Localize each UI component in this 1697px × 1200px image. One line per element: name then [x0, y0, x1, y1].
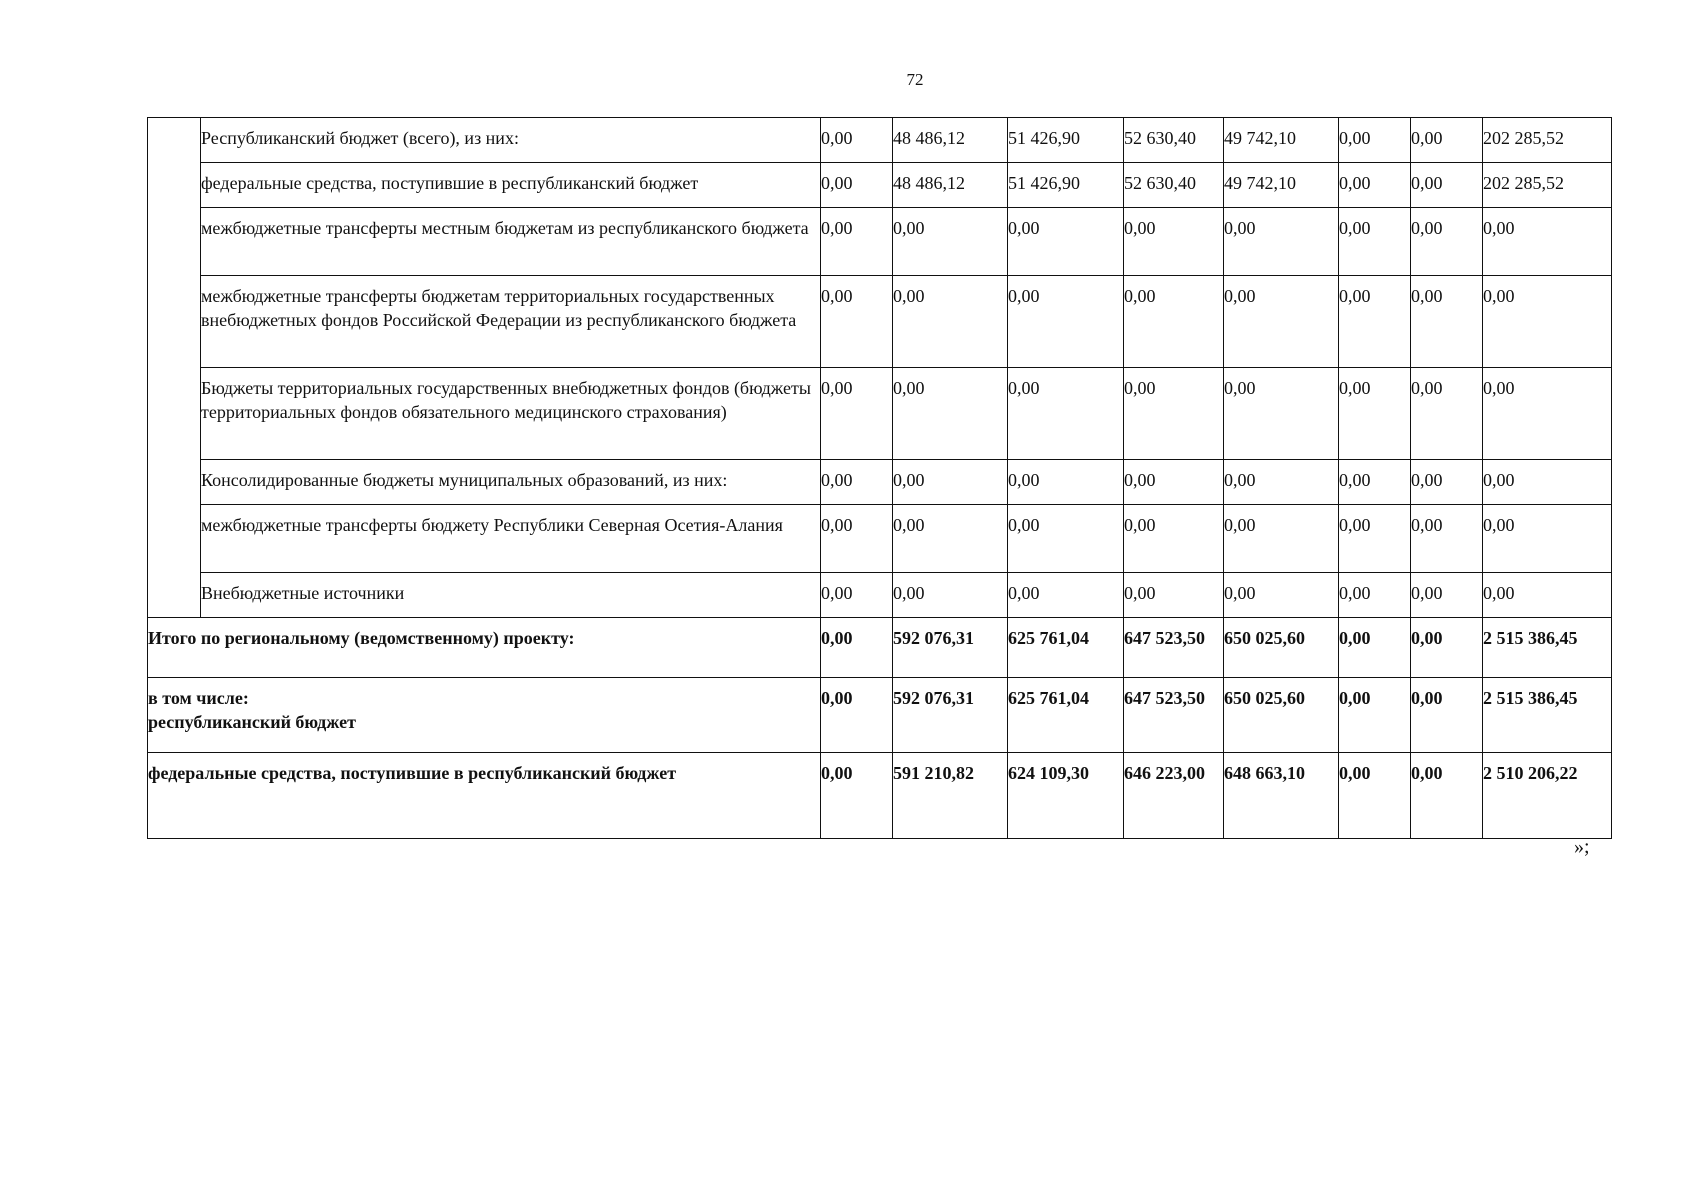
value-cell: 0,00: [1008, 505, 1124, 573]
total-row: [148, 678, 1612, 753]
row-label: межбюджетные трансферты местным бюджетам из республиканского бюджета: [201, 208, 821, 276]
value-cell: 0,00: [1124, 276, 1224, 368]
value-cell: 0,00: [1224, 368, 1339, 460]
total-value-cell: 0,00: [821, 753, 893, 839]
value-cell: 0,00: [1008, 208, 1124, 276]
value-cell: 0,00: [1483, 276, 1612, 368]
value-cell: 0,00: [1224, 460, 1339, 505]
total-value-cell: 2 515 386,45: [1483, 678, 1612, 753]
total-label: Итого по региональному (ведомственному) проекту:: [148, 618, 821, 678]
total-value-cell: 0,00: [1339, 753, 1411, 839]
value-cell: 0,00: [1339, 208, 1411, 276]
value-cell: 0,00: [893, 460, 1008, 505]
value-cell: 52 630,40: [1124, 118, 1224, 163]
value-cell: 0,00: [1008, 573, 1124, 618]
value-cell: 0,00: [1483, 573, 1612, 618]
total-value-cell: 591 210,82: [893, 753, 1008, 839]
value-cell: 0,00: [1483, 460, 1612, 505]
total-value-cell: 650 025,60: [1224, 678, 1339, 753]
value-cell: 0,00: [1339, 276, 1411, 368]
total-value-cell: 0,00: [1339, 618, 1411, 678]
row-label: межбюджетные трансферты бюджетам территориальных государственных внебюджетных фондов Российской Федерации из республиканского бюджета: [201, 276, 821, 368]
table-row: [148, 208, 1612, 276]
row-label: Бюджеты территориальных государственных внебюджетных фондов (бюджеты территориальных фондов обязательного медицинского страхования): [201, 368, 821, 460]
budget-table: [147, 117, 1612, 839]
value-cell: 0,00: [1124, 460, 1224, 505]
value-cell: 0,00: [1411, 208, 1483, 276]
value-cell: 48 486,12: [893, 163, 1008, 208]
value-cell: 49 742,10: [1224, 118, 1339, 163]
value-cell: 0,00: [893, 368, 1008, 460]
value-cell: 0,00: [893, 208, 1008, 276]
value-cell: 0,00: [1411, 368, 1483, 460]
value-cell: 0,00: [821, 208, 893, 276]
value-cell: 0,00: [1339, 118, 1411, 163]
total-value-cell: 0,00: [821, 678, 893, 753]
value-cell: 0,00: [1124, 368, 1224, 460]
value-cell: 51 426,90: [1008, 118, 1124, 163]
value-cell: 0,00: [1339, 163, 1411, 208]
page-number: 72: [906, 70, 924, 89]
total-row: [148, 618, 1612, 678]
value-cell: 51 426,90: [1008, 163, 1124, 208]
value-cell: 0,00: [1411, 460, 1483, 505]
total-value-cell: 650 025,60: [1224, 618, 1339, 678]
value-cell: 0,00: [1124, 505, 1224, 573]
table-row: [148, 276, 1612, 368]
value-cell: 0,00: [1339, 368, 1411, 460]
value-cell: 0,00: [1224, 276, 1339, 368]
value-cell: 0,00: [1483, 505, 1612, 573]
value-cell: 0,00: [821, 276, 893, 368]
value-cell: 0,00: [821, 368, 893, 460]
value-cell: 0,00: [893, 505, 1008, 573]
value-cell: 0,00: [821, 118, 893, 163]
value-cell: 49 742,10: [1224, 163, 1339, 208]
table-row: [148, 118, 1612, 163]
total-value-cell: 2 515 386,45: [1483, 618, 1612, 678]
value-cell: 0,00: [1411, 573, 1483, 618]
total-value-cell: 625 761,04: [1008, 678, 1124, 753]
value-cell: 0,00: [893, 276, 1008, 368]
total-label-line: в том числе:: [148, 688, 249, 708]
value-cell: 0,00: [1124, 573, 1224, 618]
value-cell: 0,00: [821, 460, 893, 505]
total-value-cell: 592 076,31: [893, 678, 1008, 753]
total-row: [148, 753, 1612, 839]
value-cell: 0,00: [1339, 505, 1411, 573]
row-label: межбюджетные трансферты бюджету Республики Северная Осетия-Алания: [201, 505, 821, 573]
value-cell: 0,00: [1008, 368, 1124, 460]
total-value-cell: 0,00: [1411, 678, 1483, 753]
indent-cell: [148, 118, 201, 618]
value-cell: 202 285,52: [1483, 118, 1612, 163]
value-cell: 0,00: [1411, 118, 1483, 163]
table-row: [148, 368, 1612, 460]
value-cell: 0,00: [1411, 276, 1483, 368]
value-cell: 0,00: [1339, 460, 1411, 505]
total-value-cell: 648 663,10: [1224, 753, 1339, 839]
value-cell: 202 285,52: [1483, 163, 1612, 208]
total-value-cell: 624 109,30: [1008, 753, 1124, 839]
total-value-cell: 625 761,04: [1008, 618, 1124, 678]
total-label-line: республиканский бюджет: [148, 712, 356, 732]
total-value-cell: 0,00: [821, 618, 893, 678]
value-cell: 0,00: [1411, 505, 1483, 573]
value-cell: 0,00: [893, 573, 1008, 618]
value-cell: 0,00: [1008, 276, 1124, 368]
total-value-cell: 647 523,50: [1124, 678, 1224, 753]
value-cell: 0,00: [1411, 163, 1483, 208]
total-value-cell: 592 076,31: [893, 618, 1008, 678]
value-cell: 0,00: [1483, 368, 1612, 460]
value-cell: 48 486,12: [893, 118, 1008, 163]
value-cell: 0,00: [1224, 505, 1339, 573]
value-cell: 0,00: [1224, 573, 1339, 618]
row-label: Консолидированные бюджеты муниципальных образований, из них:: [201, 460, 821, 505]
table-row: [148, 505, 1612, 573]
table-row: [148, 163, 1612, 208]
row-label: Республиканский бюджет (всего), из них:: [201, 118, 821, 163]
closing-quote: »;: [1574, 836, 1590, 858]
value-cell: 0,00: [1224, 208, 1339, 276]
total-value-cell: 0,00: [1411, 618, 1483, 678]
value-cell: 0,00: [1483, 208, 1612, 276]
total-value-cell: 647 523,50: [1124, 618, 1224, 678]
total-value-cell: 0,00: [1411, 753, 1483, 839]
value-cell: 0,00: [821, 163, 893, 208]
total-value-cell: 0,00: [1339, 678, 1411, 753]
total-label: [148, 678, 821, 753]
table-row: [148, 460, 1612, 505]
table-row: [148, 573, 1612, 618]
row-label: федеральные средства, поступившие в республиканский бюджет: [201, 163, 821, 208]
total-value-cell: 2 510 206,22: [1483, 753, 1612, 839]
value-cell: 0,00: [821, 573, 893, 618]
total-value-cell: 646 223,00: [1124, 753, 1224, 839]
value-cell: 0,00: [1339, 573, 1411, 618]
value-cell: 0,00: [821, 505, 893, 573]
row-label: Внебюджетные источники: [201, 573, 821, 618]
value-cell: 0,00: [1124, 208, 1224, 276]
value-cell: 0,00: [1008, 460, 1124, 505]
total-label: федеральные средства, поступившие в республиканский бюджет: [148, 753, 821, 839]
value-cell: 52 630,40: [1124, 163, 1224, 208]
